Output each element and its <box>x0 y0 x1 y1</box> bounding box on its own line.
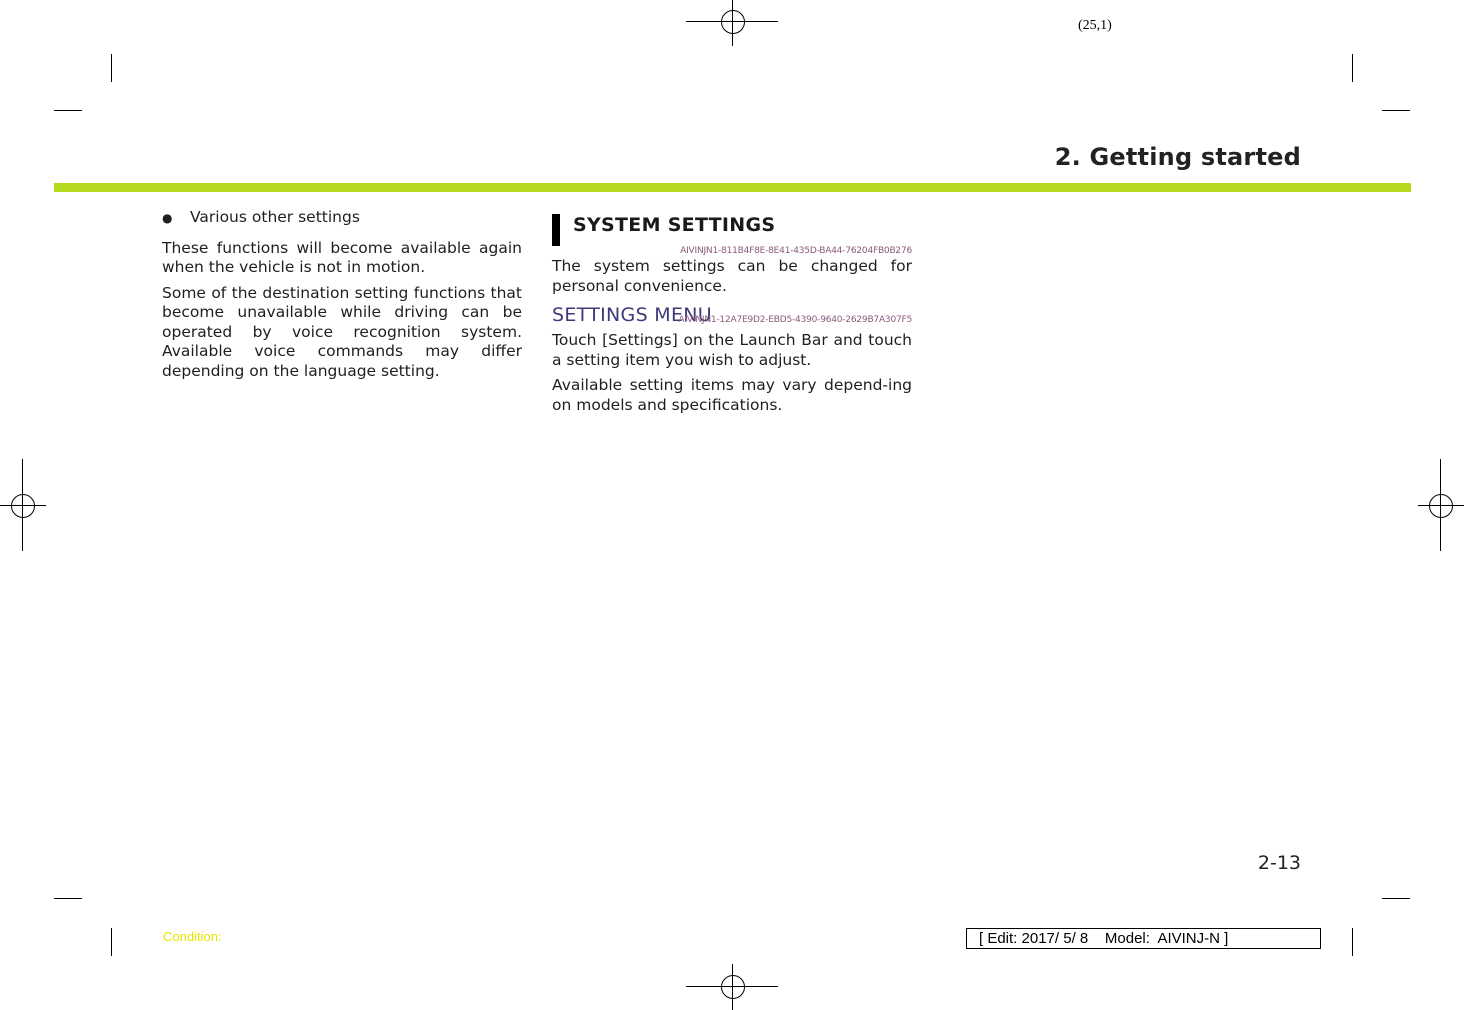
paragraph: Some of the destination setting functions that become unavailable while driving can be operated by voice recognition system. Available voice commands may differ depending on the language setting. <box>162 283 522 380</box>
header-accent-bar <box>54 183 1411 192</box>
subsection-title: SETTINGS MENU <box>552 304 713 326</box>
paragraph: These functions will become available again when the vehicle is not in motion. <box>162 238 522 276</box>
crop-mark <box>111 928 112 956</box>
crop-mark <box>111 54 112 82</box>
crop-mark <box>1382 110 1410 111</box>
paragraph: The system settings can be changed for personal convenience. <box>552 257 912 295</box>
subsection-heading <box>552 306 912 331</box>
crop-mark <box>54 110 82 111</box>
paragraph: Available setting items may vary depend-ing on models and specifications. <box>552 376 912 414</box>
crop-mark <box>1352 928 1353 956</box>
page-number: 2-13 <box>1257 852 1301 874</box>
crop-mark <box>54 898 82 899</box>
edit-info-box: [ Edit: 2017/ 5/ 8 Model: AIVINJ-N ] <box>966 928 1321 949</box>
paragraph: Touch [Settings] on the Launch Bar and touch a setting item you wish to adjust. <box>552 331 912 369</box>
registration-mark-top <box>686 0 778 46</box>
subsection-id: AIVINJN1-12A7E9D2-EBD5-4390-9640-2629B7A307F5 <box>678 315 912 325</box>
crop-mark <box>1382 898 1410 899</box>
bullet-text: Various other settings <box>190 208 360 226</box>
registration-mark-bottom <box>686 964 778 1010</box>
crop-mark <box>1352 54 1353 82</box>
section-title: SYSTEM SETTINGS <box>573 214 776 236</box>
bullet-icon: ● <box>162 211 173 225</box>
condition-label: Condition: <box>163 929 222 944</box>
registration-mark-left <box>0 459 46 551</box>
section-marker-bar <box>552 214 560 246</box>
section-heading <box>552 214 912 246</box>
chapter-title: 2. Getting started <box>1054 143 1301 171</box>
bullet-item <box>162 208 522 229</box>
section-id: AIVINJN1-811B4F8E-8E41-435D-BA44-76204FB0B276 <box>680 246 912 256</box>
sheet-id: (25,1) <box>1078 18 1112 33</box>
registration-mark-right <box>1418 459 1464 551</box>
left-column <box>162 208 522 387</box>
middle-column <box>552 214 912 421</box>
